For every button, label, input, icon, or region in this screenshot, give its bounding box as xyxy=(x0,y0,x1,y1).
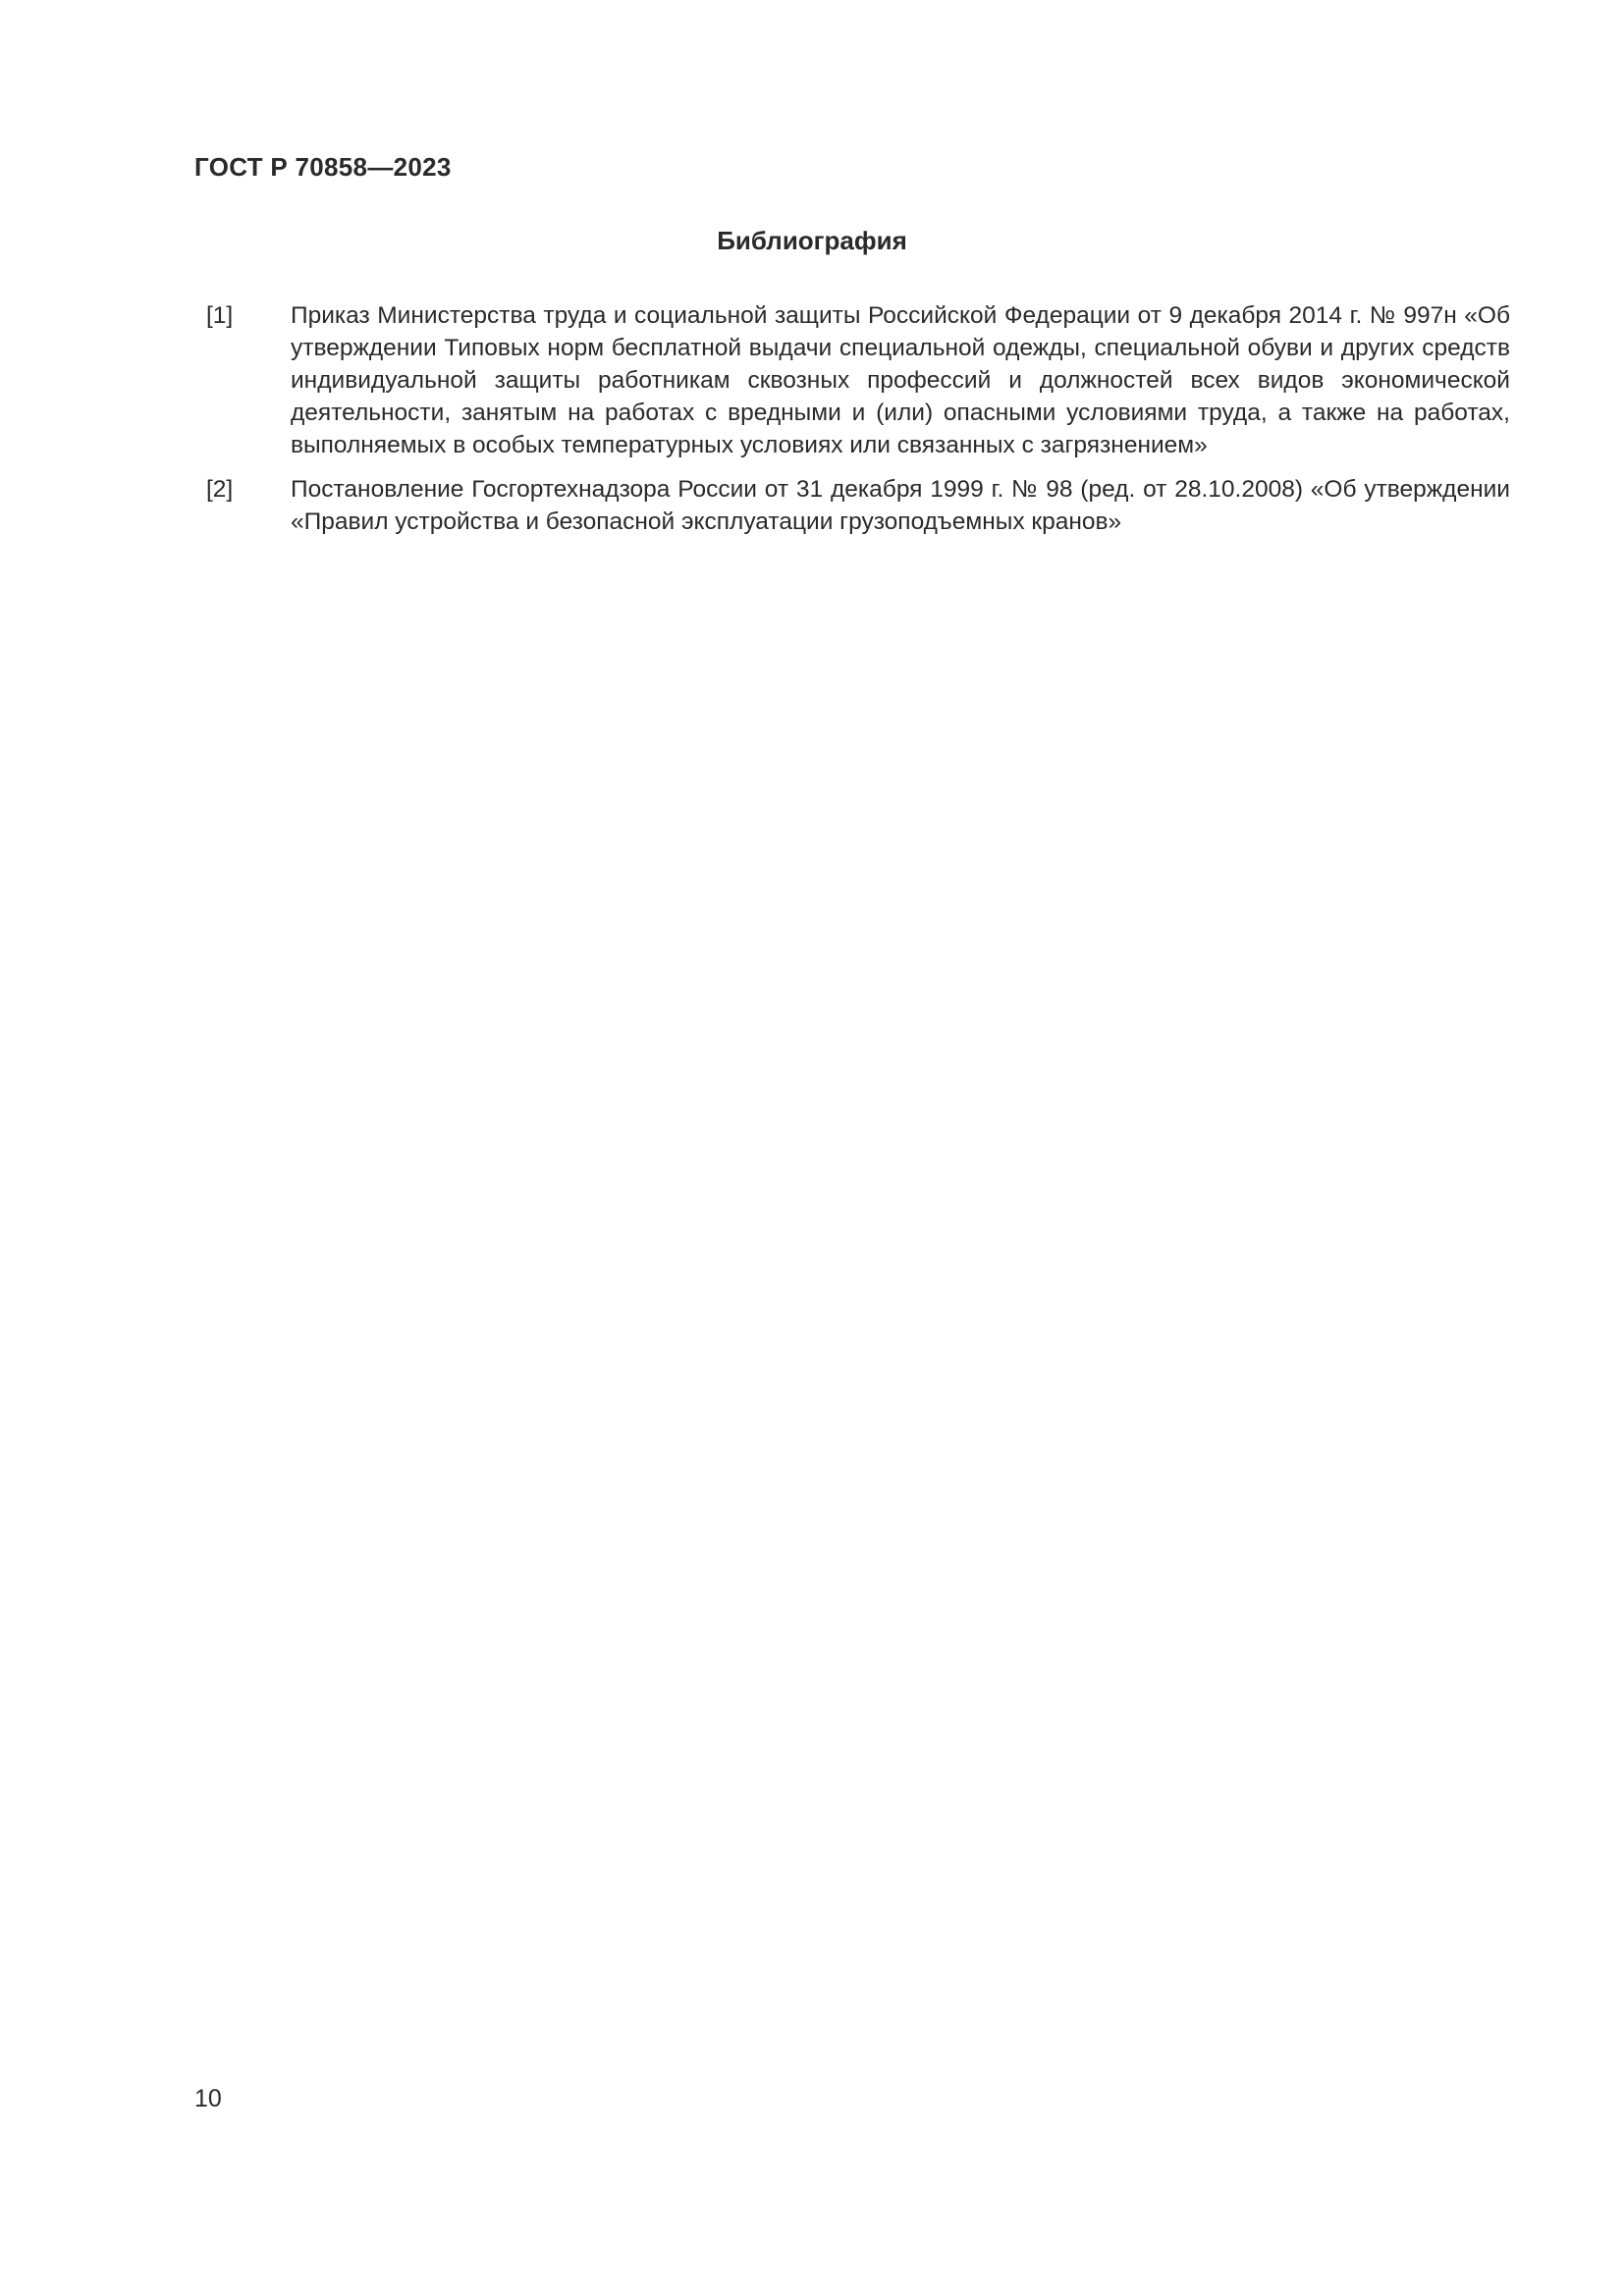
entry-number: [1] xyxy=(206,302,234,329)
section-title: Библиография xyxy=(717,226,907,255)
entry-number: [2] xyxy=(206,476,234,503)
entry-text: Приказ Министерства труда и социальной защиты Российской Федерации от 9 декабря 2014 г. № 997н «Об утверждении Типовых норм бесплатной выдачи специальной одежды, специальной обуви и других средств индивидуальной защиты работникам сквозных профессий и должностей всех видов экономической деятельности, занятым на работах с вредными и (или) опасными условиями труда, а также на работах, выполняемых в особых температурных условиях или связанных с загрязнением» xyxy=(291,302,1510,458)
bibliography-entry xyxy=(194,299,1510,461)
bibliography-list xyxy=(194,299,1510,550)
entry-text: Постановление Госгортехнадзора России от 31 декабря 1999 г. № 98 (ред. от 28.10.2008) «Об утверждении «Правил устройства и безопасной эксплуатации грузоподъемных кранов» xyxy=(291,476,1510,535)
bibliography-entry xyxy=(194,473,1510,538)
page-number: 10 xyxy=(194,2085,222,2112)
document-code: ГОСТ Р 70858—2023 xyxy=(194,152,452,182)
